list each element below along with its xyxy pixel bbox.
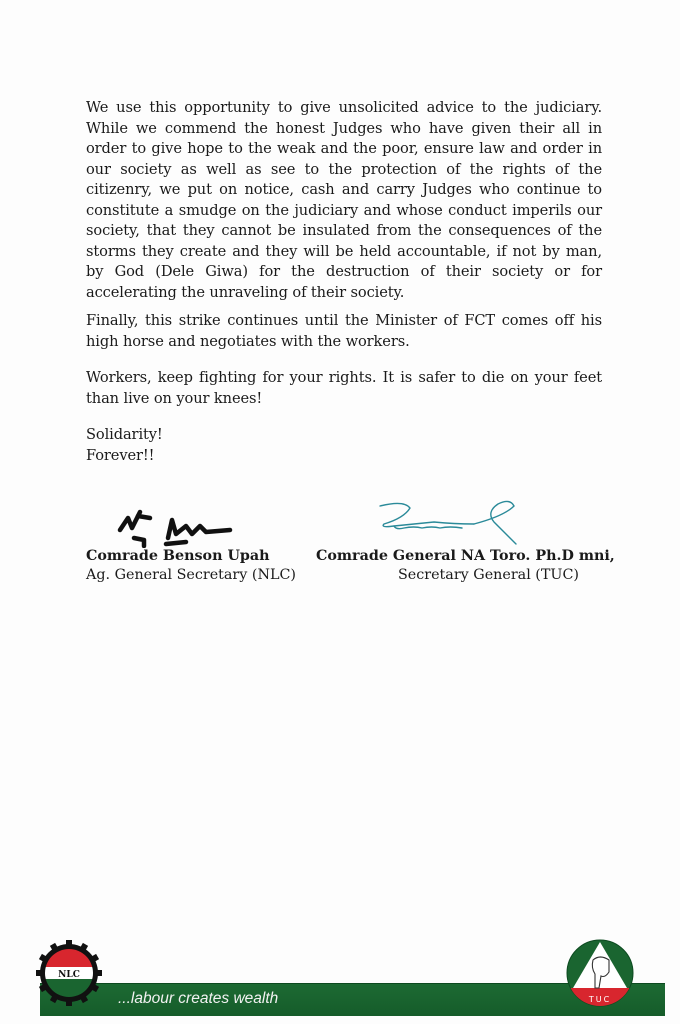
closing-line-solidarity: Solidarity! <box>86 426 163 443</box>
footer-slogan: ...labour creates wealth <box>118 990 279 1007</box>
paragraph-judiciary-advice: We use this opportunity to give unsolicited advice to the judiciary. While we commend the honest Judges who have given their all in order to give hope to the weak and the poor, ensure law and order in our society as well as see to the protection of the rights of the citizenry, we put on notice, cash and carry Judges who continue to constitute a smudge on the judiciary and whose conduct imperils our society, that they cannot be insulated from the consequences of the storms they create and they will be held accountable, if not by man, by God (Dele Giwa) for the destruction of their society or for accelerating the unraveling of their society. <box>86 99 602 301</box>
closing-line-forever: Forever!! <box>86 446 155 464</box>
signatory-title-tuc: Secretary General (TUC) <box>398 567 579 583</box>
signatory-name-tuc: Comrade General NA Toro. Ph.D mni, <box>316 548 615 564</box>
signature-na-toro-icon <box>374 498 524 546</box>
closing-salutation <box>86 425 602 466</box>
nlc-logo-icon <box>36 940 102 1006</box>
paragraph-workers-rights: Workers, keep fighting for your rights. It is safer to die on your feet than live on your knees! <box>86 369 602 407</box>
signature-benson-upah-icon <box>114 504 234 548</box>
tuc-logo-icon <box>565 938 635 1008</box>
paragraph-strike-continues: Finally, this strike continues until the Minister of FCT comes off his high horse and negotiates with the workers. <box>86 312 602 350</box>
signatory-name-nlc: Comrade Benson Upah <box>86 548 270 564</box>
svg-text:NLC: NLC <box>58 970 80 980</box>
signatory-title-nlc: Ag. General Secretary (NLC) <box>86 567 296 583</box>
svg-text:TUC: TUC <box>588 995 612 1004</box>
